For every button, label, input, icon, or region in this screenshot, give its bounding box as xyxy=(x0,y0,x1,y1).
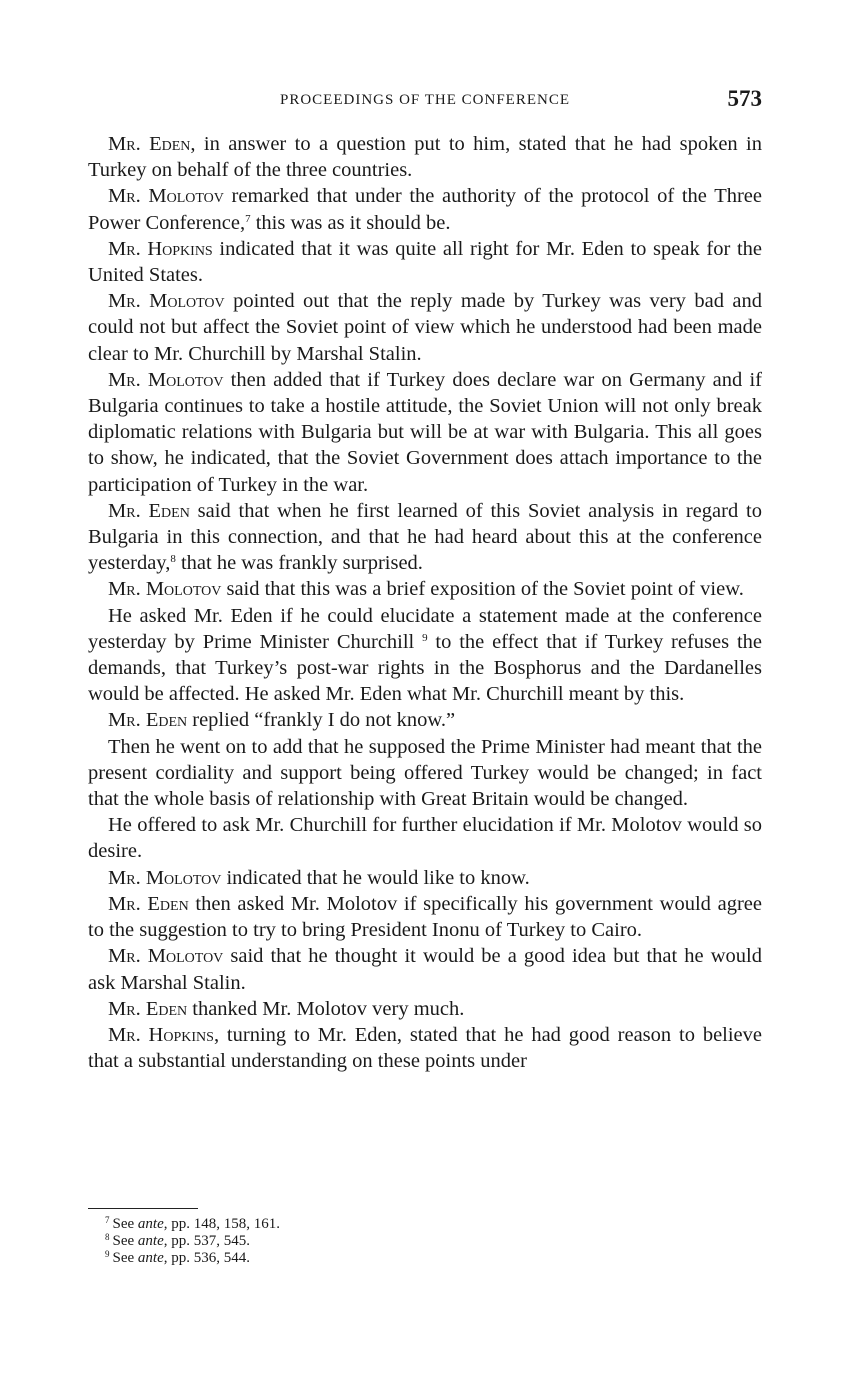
paragraph-text: indicated that he would like to know. xyxy=(221,866,530,889)
paragraph-text: , in answer to a question put to him, stated that he had spoken in Turkey on behalf of the three countries. xyxy=(88,133,762,182)
footnote xyxy=(105,1250,705,1267)
speaker-name: Mr. Eden xyxy=(108,997,188,1020)
footnotes xyxy=(105,1216,705,1267)
paragraph-text: Then he went on to add that he supposed the Prime Minister had meant that the present cordiality and support being offered Turkey would be changed; in fact that the whole basis of relationship with Great Britain would be changed. xyxy=(88,735,762,811)
footnote-rule xyxy=(88,1208,198,1209)
running-head xyxy=(88,86,762,116)
paragraph xyxy=(88,891,762,943)
paragraph-text: then added that if Turkey does declare war on Germany and if Bulgaria continues to take a hostile attitude, the Soviet Union will not only break diplomatic relations with Bulgaria but will be at war with Bulgaria. This all goes to show, he indicated, that the Soviet Government does attach importance to the participation of Turkey in the war. xyxy=(88,368,763,496)
paragraph-text: remarked that under the authority of the protocol of the Three Power Conference, xyxy=(88,185,762,234)
paragraph xyxy=(88,734,762,813)
speaker-name: Mr. Eden xyxy=(108,709,188,732)
paragraph xyxy=(88,1022,762,1074)
paragraph xyxy=(88,603,762,708)
footnote-text: , pp. 536, 544. xyxy=(163,1250,250,1266)
paragraph xyxy=(88,576,762,602)
body-text xyxy=(88,131,762,1074)
speaker-name: Mr. Hopkins xyxy=(108,237,213,260)
speaker-name: Mr. Eden xyxy=(108,892,189,915)
footnote-reference: 7 xyxy=(245,212,251,225)
paragraph-text: replied “frankly I do not know.” xyxy=(187,709,456,732)
paragraph-text: , turning to Mr. Eden, stated that he had good reason to believe that a substantial understanding on these points under xyxy=(88,1023,763,1073)
speaker-name: Mr. Eden xyxy=(108,499,190,522)
paragraph xyxy=(88,865,762,891)
paragraph xyxy=(88,943,762,995)
footnote-reference: 9 xyxy=(422,631,428,644)
paragraph-text: then asked Mr. Molotov if specifically his government would agree to the suggestion to try to bring President Inonu of Turkey to Cairo. xyxy=(88,892,762,942)
paragraph xyxy=(88,131,762,183)
paragraph-text: that he was frankly surprised. xyxy=(175,552,423,575)
speaker-name: Mr. Molotov xyxy=(108,578,222,601)
paragraph xyxy=(88,183,762,235)
footnote-mark: 8 xyxy=(105,1232,110,1242)
footnote-mark: 7 xyxy=(105,1215,110,1225)
running-title: PROCEEDINGS OF THE CONFERENCE xyxy=(280,92,570,108)
speaker-name: Mr. Molotov xyxy=(108,866,222,889)
speaker-name: Mr. Hopkins xyxy=(108,1023,214,1046)
footnote-text: , pp. 537, 545. xyxy=(163,1233,250,1249)
footnote-text: , pp. 148, 158, 161. xyxy=(163,1216,280,1232)
paragraph xyxy=(88,236,762,288)
footnote-text: See xyxy=(112,1250,138,1266)
speaker-name: Mr. Molotov xyxy=(108,185,224,208)
speaker-name: Mr. Molotov xyxy=(108,290,225,313)
paragraph-text: thanked Mr. Molotov very much. xyxy=(187,997,465,1020)
footnote xyxy=(105,1216,705,1233)
speaker-name: Mr. Molotov xyxy=(108,368,224,391)
paragraph xyxy=(88,707,762,733)
paragraph xyxy=(88,367,762,498)
paragraph xyxy=(88,288,762,367)
footnote-citation: ante xyxy=(137,1216,164,1232)
paragraph-text: to the effect that if Turkey refuses the demands, that Turkey’s post-war rights in the Bosphorus and the Dardanelles would be affected. He asked Mr. Eden what Mr. Churchill meant by this. xyxy=(88,630,762,706)
paragraph-text: this was as it should be. xyxy=(250,211,451,234)
speaker-name: Mr. Molotov xyxy=(108,945,224,968)
footnote-text: See xyxy=(112,1216,138,1232)
speaker-name: Mr. Eden xyxy=(108,133,191,155)
paragraph-text: pointed out that the reply made by Turkey was very bad and could not but affect the Soviet point of view which he understood had been made clear to Mr. Churchill by Marshal Stalin. xyxy=(88,290,762,365)
paragraph-text: said that he thought it would be a good idea but that he would ask Marshal Stalin. xyxy=(88,945,762,994)
footnote xyxy=(105,1233,705,1250)
footnote-mark: 9 xyxy=(105,1249,110,1259)
paragraph-text: He asked Mr. Eden if he could elucidate a statement made at the conference yesterday by Prime Minister Churchill xyxy=(88,604,762,653)
page-number: 573 xyxy=(727,86,762,111)
paragraph xyxy=(88,996,762,1022)
footnote-text: See xyxy=(112,1233,138,1249)
footnote-citation: ante xyxy=(137,1250,164,1266)
paragraph xyxy=(88,498,762,577)
paragraph xyxy=(88,812,762,864)
footnote-reference: 8 xyxy=(170,553,176,566)
footnote-citation: ante xyxy=(137,1233,164,1249)
paragraph-text: indicated that it was quite all right for Mr. Eden to speak for the United States. xyxy=(88,237,762,287)
paragraph-text: said that when he first learned of this Soviet analysis in regard to Bulgaria in this connection, and that he had heard about this at the conference yesterday, xyxy=(88,499,762,575)
paragraph-text: He offered to ask Mr. Churchill for further elucidation if Mr. Molotov would so desire. xyxy=(88,814,762,863)
paragraph-text: said that this was a brief exposition of the Soviet point of view. xyxy=(221,578,744,601)
